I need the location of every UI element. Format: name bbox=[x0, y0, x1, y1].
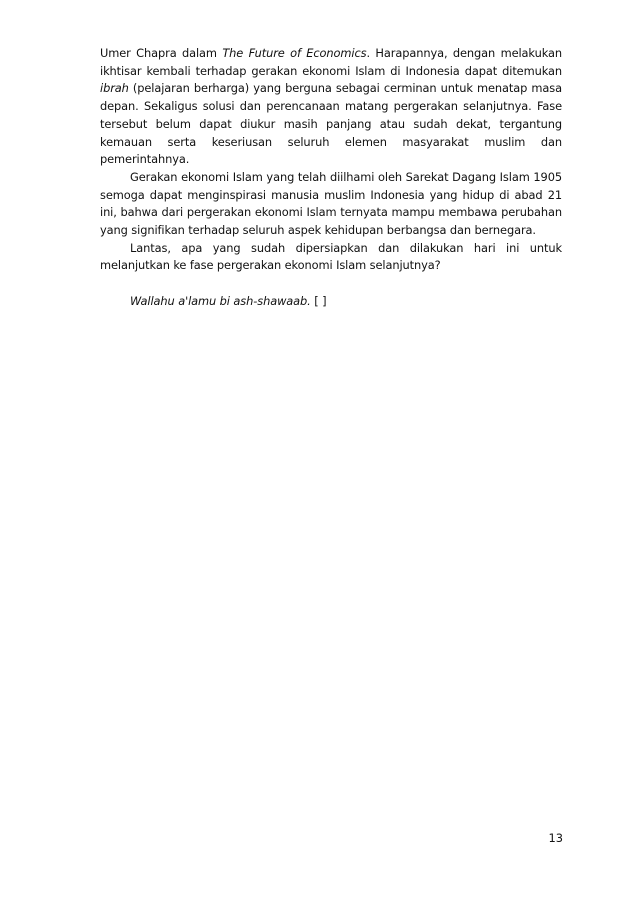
paragraph-continuation bbox=[100, 45, 562, 169]
closing-mark: [ ] bbox=[310, 293, 327, 308]
closing-line bbox=[100, 293, 562, 311]
body-text bbox=[100, 45, 562, 311]
italic-term: ibrah bbox=[100, 81, 129, 96]
text-segment: . Harapannya, dengan melakukan ikhtisar kembali terhadap gerakan ekonomi Islam di Indonesia dapat ditemukan bbox=[100, 46, 562, 78]
paragraph-sarekat-dagang-islam: Gerakan ekonomi Islam yang telah diilhami oleh Sarekat Dagang Islam 1905 semoga dapat menginspirasi manusia muslim Indonesia yang hidup di abad 21 ini, bahwa dari pergerakan ekonomi Islam ternyata mampu membawa perubahan yang signifikan terhadap seluruh aspek kehidupan berbangsa dan bernegara. bbox=[100, 169, 562, 238]
paragraph-question: Lantas, apa yang sudah dipersiapkan dan dilakukan hari ini untuk melanjutkan ke fase pergerakan ekonomi Islam selanjutnya? bbox=[100, 240, 562, 273]
text-segment: Umer Chapra dalam bbox=[100, 46, 223, 60]
book-title: The Future of Economics bbox=[222, 46, 367, 60]
text-segment: (pelajaran berharga) yang berguna sebagai cerminan untuk menatap masa depan. Sekaligus solusi dan perencanaan matang pergerakan selanjutnya. Fase tersebut belum dapat diukur masih panjang atau sudah dekat, tergantung kemauan serta keseriusan seluruh elemen masyarakat muslim dan pemerintahnya. bbox=[100, 81, 562, 167]
closing-phrase: Wallahu a'lamu bi ash-shawaab. bbox=[130, 293, 311, 308]
page-number: 13 bbox=[548, 831, 563, 845]
